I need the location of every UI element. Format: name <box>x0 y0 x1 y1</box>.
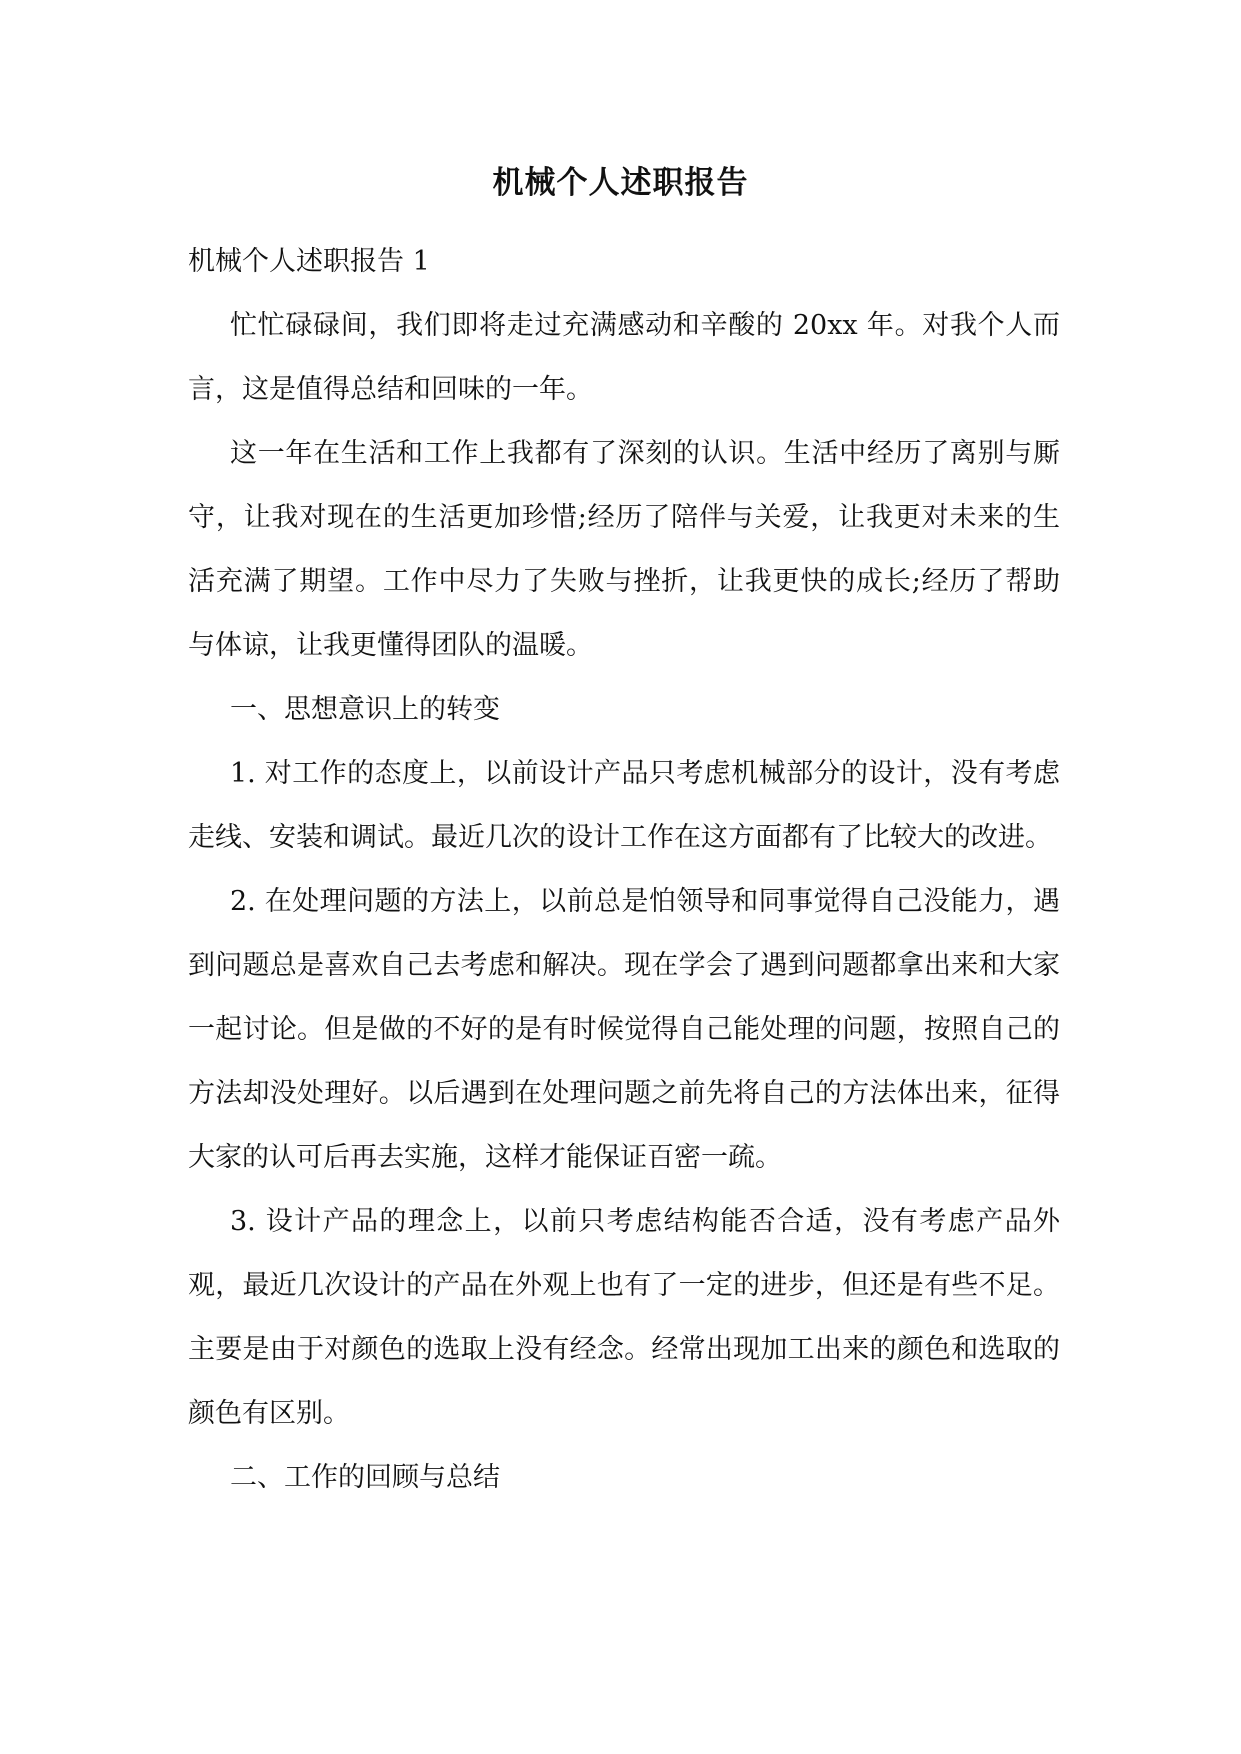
section-heading-2: 二、工作的回顾与总结 <box>230 1462 500 1493</box>
paragraph-point-2: 2. 在处理问题的方法上，以前总是怕领导和同事觉得自己没能力，遇到问题总是喜欢自己去考虑和解决。现在学会了遇到问题都拿出来和大家一起讨论。但是做的不好的是有时候觉得自己能处理的问题，按照自己的方法却没处理好。以后遇到在处理问题之前先将自己的方法体出来，征得大家的认可后再去实施，这样才能保证百密一疏。 <box>188 886 1060 1173</box>
paragraph-point-1: 1. 对工作的态度上，以前设计产品只考虑机械部分的设计，没有考虑走线、安装和调试。最近几次的设计工作在这方面都有了比较大的改进。 <box>188 758 1060 853</box>
section-heading-1: 一、思想意识上的转变 <box>230 694 500 725</box>
document-title: 机械个人述职报告 <box>492 165 749 201</box>
paragraph-life-work: 这一年在生活和工作上我都有了深刻的认识。生活中经历了离别与厮守，让我对现在的生活更加珍惜;经历了陪伴与关爱，让我更对未来的生活充满了期望。工作中尽力了失败与挫折，让我更快的成长;经历了帮助与体谅，让我更懂得团队的温暖。 <box>188 438 1060 661</box>
paragraph-intro: 忙忙碌碌间，我们即将走过充满感动和辛酸的 20xx 年。对我个人而言，这是值得总结和回味的一年。 <box>188 310 1060 405</box>
document-body <box>188 230 1060 1510</box>
report-subtitle: 机械个人述职报告 1 <box>188 246 430 277</box>
paragraph-point-3: 3. 设计产品的理念上，以前只考虑结构能否合适，没有考虑产品外观，最近几次设计的产品在外观上也有了一定的进步，但还是有些不足。主要是由于对颜色的选取上没有经念。经常出现加工出来的颜色和选取的颜色有区别。 <box>188 1206 1060 1429</box>
